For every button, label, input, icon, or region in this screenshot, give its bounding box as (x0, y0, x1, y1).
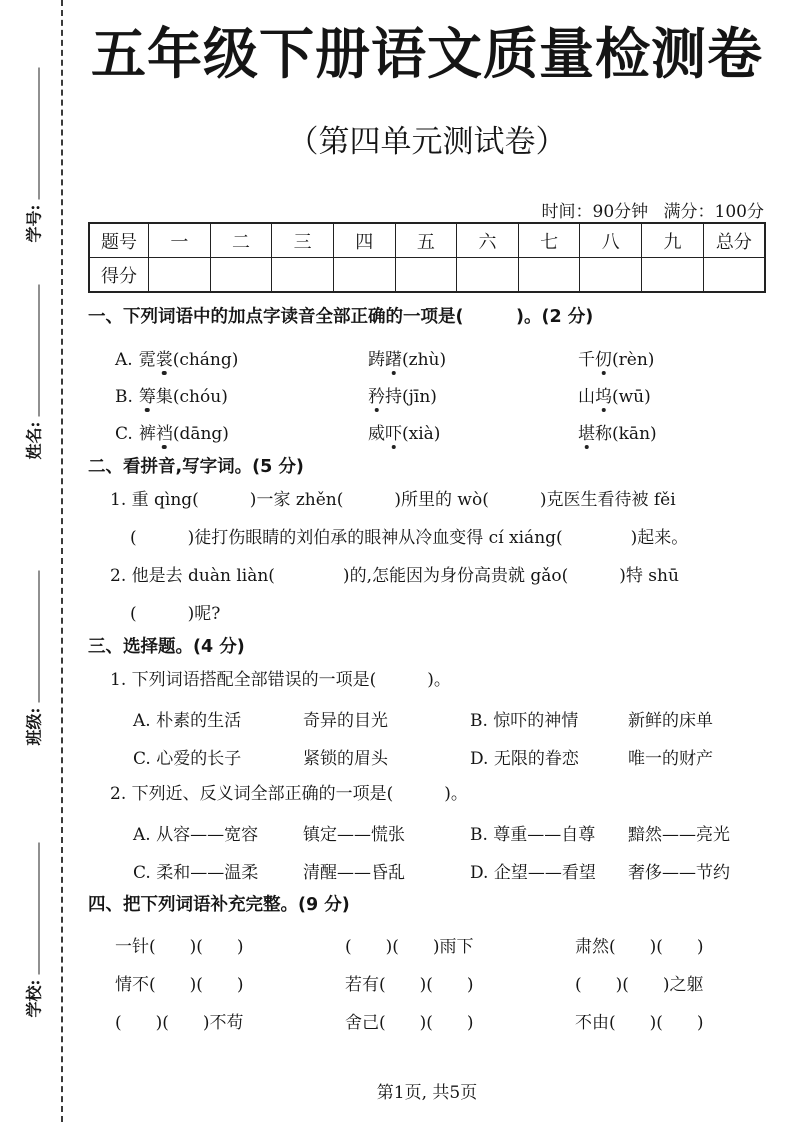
col-total: 总分 (703, 223, 765, 258)
q1-option-d2: 唯一的财产 (628, 748, 713, 769)
exam-subtitle: （第四单元测试卷） (287, 124, 567, 160)
idiom-blank: 不由( )( ) (575, 1012, 704, 1033)
option-b-item-2 (368, 382, 578, 407)
q1-option-row-1 (88, 699, 766, 737)
section-one-heading: 一、下列词语中的加点字读音全部正确的一项是( )。(2 分) (88, 307, 594, 327)
exam-page (88, 0, 766, 1122)
time-limit: 时间：90分钟 (541, 202, 649, 222)
idiom-blank: 肃然( )( ) (575, 936, 704, 957)
pinyin-sentence-2: 2. 他是去 duàn liàn( )的,怎能因为身份高贵就 gǎo( )特 shū (110, 566, 679, 586)
col-question-7: 七 (518, 223, 580, 258)
score-cell (395, 258, 457, 293)
q1-option-b: B. 惊吓的神情 (470, 710, 579, 731)
q2-option-b2: 黯然——亮光 (628, 824, 730, 845)
student-id-field (18, 68, 48, 243)
col-question-8: 八 (580, 223, 642, 258)
dotted-char: 矜 (368, 382, 385, 407)
q2-option-row-2 (88, 851, 766, 889)
q2-option-a: A. 从容——宽容 (133, 824, 259, 845)
score-cell (580, 258, 642, 293)
option-b-item-1 (115, 382, 368, 407)
section-one (88, 303, 766, 450)
word-part: (xià) (402, 424, 441, 444)
student-id-blank-line (26, 68, 39, 200)
q2-option-b: B. 尊重——自尊 (470, 824, 596, 845)
option-a-item-3 (578, 345, 766, 370)
school-label: 学校: (24, 979, 43, 1018)
full-score: 满分：100分 (663, 202, 764, 222)
option-row-c (88, 413, 766, 450)
q1-option-d: D. 无限的眷恋 (470, 748, 579, 769)
student-id-label: 学号: (24, 204, 43, 243)
word-part: 集(chóu) (155, 387, 228, 407)
idiom-blank: ( )( )雨下 (345, 936, 474, 957)
exam-title: 五年级下册语文质量检测卷 (90, 21, 763, 86)
option-b-item-3 (578, 382, 766, 407)
class-label: 班级: (24, 707, 43, 746)
score-cell (518, 258, 580, 293)
col-question-3: 三 (272, 223, 334, 258)
word-part: 踌 (368, 350, 385, 370)
option-letter: A. (115, 350, 133, 370)
q2-option-c2: 清醒——昏乱 (303, 862, 405, 883)
score-table-header-row (89, 223, 765, 258)
word-part: 威 (368, 424, 385, 444)
dotted-char: 裳 (156, 345, 173, 370)
word-part: 千 (578, 350, 595, 370)
q1-option-c: C. 心爱的长子 (133, 748, 242, 769)
dotted-char: 吓 (385, 419, 402, 444)
option-row-a (88, 339, 766, 376)
student-name-field (18, 285, 48, 460)
option-a-item-1 (115, 345, 368, 370)
word-part: 山 (578, 387, 595, 407)
score-cell (642, 258, 704, 293)
section-four (88, 891, 766, 1039)
idiom-row-3 (88, 1001, 766, 1039)
pinyin-sentence-1-cont: ( )徒打伤眼睛的刘伯承的眼神从冷血变得 cí xiáng( )起来。 (130, 528, 689, 548)
student-name-blank-line (26, 285, 39, 417)
score-cell (457, 258, 519, 293)
word-part: (dāng) (172, 424, 229, 444)
pinyin-sentence-1: 1. 重 qìng( )一家 zhěn( )所里的 wò( )克医生看待被 fěi (110, 490, 676, 510)
idiom-blank: 若有( )( ) (345, 974, 474, 995)
section-two (88, 453, 766, 633)
word-part: (rèn) (612, 350, 655, 370)
class-field (18, 571, 48, 746)
word-part: 持(jīn) (385, 387, 437, 407)
q1-option-row-2 (88, 737, 766, 775)
school-blank-line (26, 843, 39, 975)
section-two-heading: 二、看拼音,写字词。(5 分) (88, 457, 304, 477)
col-question-5: 五 (395, 223, 457, 258)
q2-option-a2: 镇定——慌张 (303, 824, 405, 845)
dotted-char: 筹 (139, 382, 156, 407)
dotted-char: 坞 (595, 382, 612, 407)
q1-option-c2: 紧锁的眉头 (303, 748, 388, 769)
section-one-options (88, 339, 766, 450)
option-row-b (88, 376, 766, 413)
student-name-label: 姓名: (24, 421, 43, 460)
word-part: 裤 (138, 424, 156, 444)
col-question-2: 二 (210, 223, 272, 258)
cut-line-divider (61, 0, 63, 1122)
option-c-item-1 (115, 419, 368, 444)
class-blank-line (26, 571, 39, 703)
q1-option-a: A. 朴素的生活 (133, 710, 242, 731)
section-three (88, 633, 766, 889)
score-cell (703, 258, 765, 293)
idiom-blank: 一针( )( ) (115, 936, 244, 957)
idiom-blank: 情不( )( ) (115, 974, 244, 995)
idiom-blanks (88, 925, 766, 1039)
q2-stem: 2. 下列近、反义词全部正确的一项是( )。 (110, 784, 468, 804)
school-field (18, 843, 48, 1018)
word-part: (cháng) (172, 350, 239, 370)
section-four-heading: 四、把下列词语补充完整。(9 分) (88, 895, 350, 915)
score-cell (149, 258, 211, 293)
time-score-line (532, 197, 765, 222)
q2-option-row-1 (88, 813, 766, 851)
score-table-score-row (89, 258, 765, 293)
option-a-item-2 (368, 345, 578, 370)
word-part: 霓 (138, 350, 156, 370)
col-question-6: 六 (457, 223, 519, 258)
option-c-item-3 (578, 419, 766, 444)
word-part: (zhù) (402, 350, 447, 370)
dotted-char: 仞 (595, 345, 612, 370)
col-question-9: 九 (642, 223, 704, 258)
score-table-corner: 题号 (89, 223, 149, 258)
idiom-row-1 (88, 925, 766, 963)
word-part: 称(kān) (595, 424, 657, 444)
pinyin-sentence-2-cont: ( )呢? (130, 604, 221, 624)
idiom-row-2 (88, 963, 766, 1001)
score-cell (210, 258, 272, 293)
q1-option-b2: 新鲜的床单 (628, 710, 713, 731)
q2-option-d: D. 企望——看望 (470, 862, 596, 883)
q2-option-c: C. 柔和——温柔 (133, 862, 259, 883)
word-part: (wū) (612, 387, 651, 407)
col-question-4: 四 (333, 223, 395, 258)
score-table (88, 222, 766, 293)
option-letter: B. (115, 387, 133, 407)
q1-option-a2: 奇异的目光 (303, 710, 388, 731)
dotted-char: 裆 (156, 419, 173, 444)
q1-stem: 1. 下列词语搭配全部错误的一项是( )。 (110, 670, 451, 690)
score-cell (272, 258, 334, 293)
idiom-blank: ( )( )之躯 (575, 974, 704, 995)
dotted-char: 堪 (578, 419, 595, 444)
q2-option-d2: 奢侈——节约 (628, 862, 730, 883)
dotted-char: 躇 (385, 345, 402, 370)
score-cell (333, 258, 395, 293)
score-row-label: 得分 (89, 258, 149, 293)
page-number: 第1页, 共5页 (376, 1083, 478, 1103)
idiom-blank: ( )( )不苟 (115, 1012, 244, 1033)
section-three-heading: 三、选择题。(4 分) (88, 637, 245, 657)
option-c-item-2 (368, 419, 578, 444)
option-letter: C. (115, 424, 133, 444)
idiom-blank: 舍己( )( ) (345, 1012, 474, 1033)
col-question-1: 一 (149, 223, 211, 258)
